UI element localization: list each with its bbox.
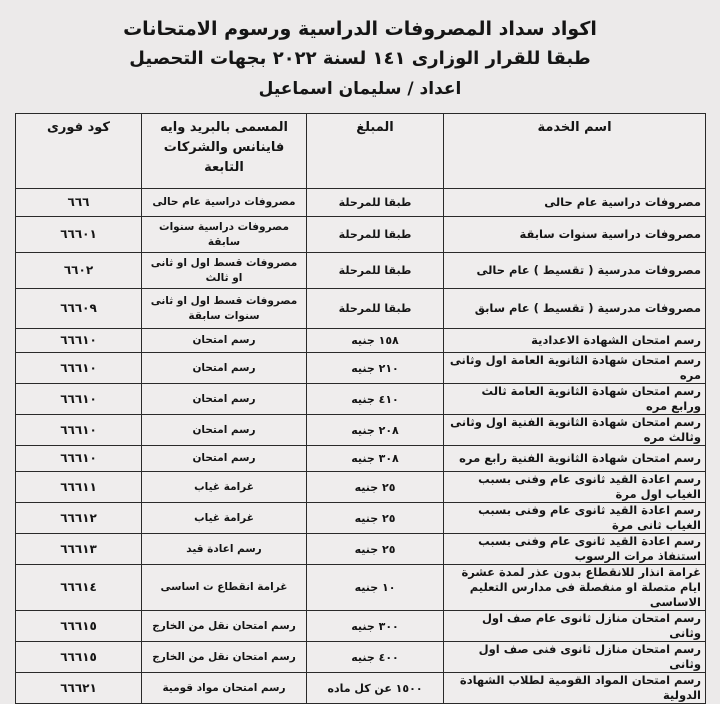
named-cell: مصروفات دراسية عام حالى [142,189,307,217]
amount-cell: ١٥٠٠ عن كل ماده [307,673,444,704]
named-cell: رسم امتحان [142,353,307,384]
table-row [16,673,706,704]
service-cell: غرامة انذار للانقطاع بدون عذر لمدة عشرة ايام متصلة او منفصلة فى مدارس التعليم الاساسى [444,565,706,611]
named-cell: رسم امتحان نقل من الخارج [142,642,307,673]
code-cell: ٦٦٦ [16,189,142,217]
amount-cell: ٤١٠ جنيه [307,384,444,415]
named-cell: رسم امتحان [142,446,307,472]
service-cell: مصروفات دراسية سنوات سابقة [444,217,706,253]
service-cell: رسم امتحان المواد القومية لطلاب الشهادة الدولية [444,673,706,704]
table-row [16,384,706,415]
code-cell: ٦٦٦١٠ [16,415,142,446]
amount-cell: ١٠ جنيه [307,565,444,611]
code-cell: ٦٦٦١٥ [16,611,142,642]
service-cell: مصروفات دراسية عام حالى [444,189,706,217]
named-cell: مصروفات دراسية سنوات سابقة [142,217,307,253]
table-row [16,611,706,642]
amount-cell: ٢٥ جنيه [307,472,444,503]
named-cell: رسم امتحان [142,329,307,353]
amount-cell: طبقا للمرحلة [307,253,444,289]
code-cell: ٦٦٠٢ [16,253,142,289]
amount-cell: ٢٥ جنيه [307,534,444,565]
table-row [16,565,706,611]
amount-cell: ٢٠٨ جنيه [307,415,444,446]
table-row [16,503,706,534]
amount-cell: ١٥٨ جنيه [307,329,444,353]
code-cell: ٦٦٦١٥ [16,642,142,673]
service-cell: رسم اعادة القيد ثانوى عام وفنى بسبب الغياب اول مرة [444,472,706,503]
named-cell: رسم امتحان [142,415,307,446]
amount-cell: ٢٥ جنيه [307,503,444,534]
amount-cell: طبقا للمرحلة [307,217,444,253]
title-line-1: اكواد سداد المصروفات الدراسية ورسوم الامتحانات [123,18,597,40]
code-cell: ٦٦٦١٢ [16,503,142,534]
service-cell: رسم اعادة القيد ثانوى عام وفنى بسبب الغياب ثانى مرة [444,503,706,534]
author-line: اعداد / سليمان اسماعيل [258,79,462,99]
code-cell: ٦٦٦٠٩ [16,289,142,329]
service-cell: رسم امتحان شهادة الثانوية الفنية رابع مره [444,446,706,472]
code-cell: ٦٦٦١٠ [16,329,142,353]
service-cell: رسم امتحان منازل ثانوى عام صف اول وثانى [444,611,706,642]
header-service: اسم الخدمة [444,114,706,189]
named-cell: رسم امتحان [142,384,307,415]
code-cell: ٦٦٦٠١ [16,217,142,253]
named-cell: مصروفات قسط اول او ثانى سنوات سابقة [142,289,307,329]
amount-cell: طبقا للمرحلة [307,289,444,329]
named-cell: مصروفات قسط اول او ثانى او ثالث [142,253,307,289]
header-named: المسمى بالبريد وايه فاينانس والشركات التابعة [142,114,307,189]
service-cell: رسم امتحان شهادة الثانوية العامة اول وثانى مره [444,353,706,384]
named-cell: رسم اعادة قيد [142,534,307,565]
code-cell: ٦٦٦٢١ [16,673,142,704]
service-cell: رسم امتحان شهادة الثانوية الفنية اول وثانى وثالث مره [444,415,706,446]
table-row [16,289,706,329]
table-row [16,472,706,503]
table-body [16,189,706,704]
code-cell: ٦٦٦١٠ [16,353,142,384]
named-cell: غرامة غياب [142,503,307,534]
service-cell: مصروفات مدرسية ( تقسيط ) عام حالى [444,253,706,289]
service-cell: رسم اعادة القيد ثانوى عام وفنى بسبب استنفاذ مرات الرسوب [444,534,706,565]
service-cell: رسم امتحان الشهادة الاعدادية [444,329,706,353]
named-cell: رسم امتحان مواد قومية [142,673,307,704]
code-cell: ٦٦٦١٤ [16,565,142,611]
named-cell: غرامة غياب [142,472,307,503]
table-row [16,189,706,217]
code-cell: ٦٦٦١٠ [16,446,142,472]
table-row [16,253,706,289]
document-header [0,14,720,104]
table-row [16,446,706,472]
title-line-2: طبقا للقرار الوزارى ١٤١ لسنة ٢٠٢٢ بجهات التحصيل [129,48,591,69]
table-row [16,642,706,673]
table-row [16,353,706,384]
named-cell: رسم امتحان نقل من الخارج [142,611,307,642]
table-row [16,415,706,446]
service-cell: رسم امتحان شهادة الثانوية العامة ثالث ورابع مره [444,384,706,415]
code-cell: ٦٦٦١٣ [16,534,142,565]
fee-codes-table [15,113,706,704]
service-cell: رسم امتحان منازل ثانوى فنى صف اول وثانى [444,642,706,673]
table-row [16,217,706,253]
amount-cell: طبقا للمرحلة [307,189,444,217]
table-row [16,329,706,353]
amount-cell: ٢١٠ جنيه [307,353,444,384]
named-cell: غرامة انقطاع ت اساسى [142,565,307,611]
header-amount: المبلغ [307,114,444,189]
amount-cell: ٣٠٠ جنيه [307,611,444,642]
table-row [16,534,706,565]
amount-cell: ٣٠٨ جنيه [307,446,444,472]
header-code: كود فورى [16,114,142,189]
code-cell: ٦٦٦١٠ [16,384,142,415]
amount-cell: ٤٠٠ جنيه [307,642,444,673]
code-cell: ٦٦٦١١ [16,472,142,503]
service-cell: مصروفات مدرسية ( تقسيط ) عام سابق [444,289,706,329]
table-header-row [16,114,706,189]
